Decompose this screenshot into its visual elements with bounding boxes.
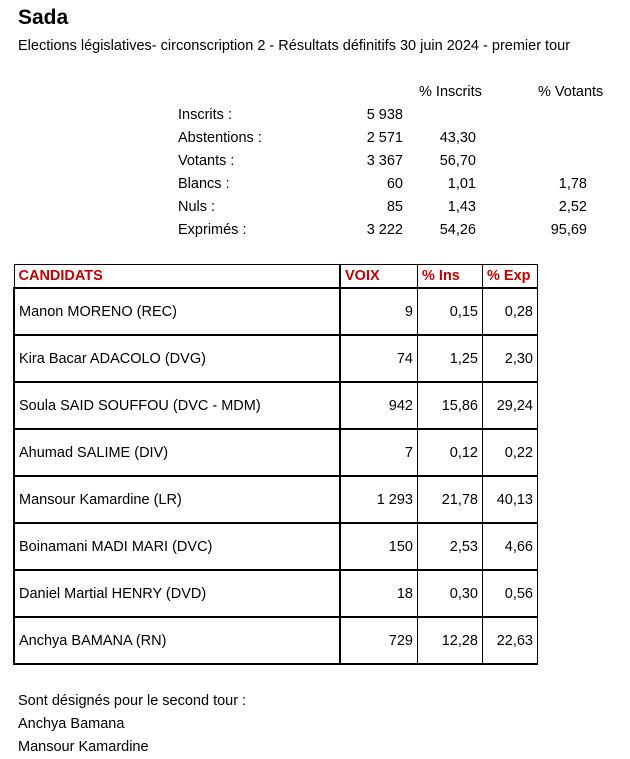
candidate-voix: 150: [340, 523, 418, 570]
stat-value: 60: [386, 176, 403, 192]
stat-value: 85: [386, 199, 403, 215]
candidate-pct-ins: 15,86: [418, 382, 483, 429]
candidate-voix: 942: [340, 382, 418, 429]
candidate-pct-exp: 4,66: [483, 523, 538, 570]
candidate-pct-exp: 2,30: [483, 335, 538, 382]
table-header-row: [14, 265, 538, 289]
candidate-pct-exp: 0,22: [483, 429, 538, 476]
header-pct-votants: % Votants: [538, 84, 604, 100]
candidate-pct-exp: 0,28: [483, 288, 538, 335]
stat-row-exprimes: [0, 222, 630, 245]
stat-pct-votants: 1,78: [558, 176, 587, 192]
stat-value: 3 367: [366, 153, 403, 169]
candidate-voix: 7: [340, 429, 418, 476]
candidate-pct-exp: 40,13: [483, 476, 538, 523]
second-round-name: Mansour Kamardine: [18, 739, 149, 755]
stat-value: 2 571: [366, 130, 403, 146]
candidate-pct-ins: 21,78: [418, 476, 483, 523]
candidate-pct-ins: 2,53: [418, 523, 483, 570]
candidates-table: [13, 264, 538, 665]
stat-pct-votants: 2,52: [558, 199, 587, 215]
table-row: [14, 335, 538, 382]
stat-row-inscrits: [0, 107, 630, 130]
page-subtitle: Elections législatives- circonscription 2 - Résultats définitifs 30 juin 2024 - premier tour: [18, 38, 571, 54]
table-row: [14, 476, 538, 523]
second-round-intro: Sont désignés pour le second tour :: [18, 693, 247, 709]
stat-label: Abstentions :: [178, 130, 262, 146]
stat-pct-votants: 95,69: [550, 222, 587, 238]
table-row: [14, 382, 538, 429]
candidate-pct-ins: 12,28: [418, 617, 483, 664]
stat-row-blancs: [0, 176, 630, 199]
candidate-pct-ins: 0,12: [418, 429, 483, 476]
candidate-name: Ahumad SALIME (DIV): [14, 429, 340, 476]
stat-value: 5 938: [366, 107, 403, 123]
stat-row-abstentions: [0, 130, 630, 153]
candidate-voix: 18: [340, 570, 418, 617]
header-candidats: CANDIDATS: [14, 265, 340, 289]
candidate-name: Anchya BAMANA (RN): [14, 617, 340, 664]
stat-label: Blancs :: [178, 176, 230, 192]
candidate-name: Soula SAID SOUFFOU (DVC - MDM): [14, 382, 340, 429]
stat-label: Exprimés :: [178, 222, 247, 238]
candidate-pct-exp: 29,24: [483, 382, 538, 429]
table-row: [14, 523, 538, 570]
stat-pct-inscrits: 1,01: [447, 176, 476, 192]
candidate-name: Daniel Martial HENRY (DVD): [14, 570, 340, 617]
stat-label: Inscrits :: [178, 107, 232, 123]
candidate-voix: 74: [340, 335, 418, 382]
header-voix: VOIX: [340, 265, 418, 289]
candidate-name: Manon MORENO (REC): [14, 288, 340, 335]
stat-pct-inscrits: 54,26: [439, 222, 476, 238]
candidate-pct-exp: 22,63: [483, 617, 538, 664]
candidate-pct-ins: 0,15: [418, 288, 483, 335]
candidate-name: Boinamani MADI MARI (DVC): [14, 523, 340, 570]
stat-label: Votants :: [178, 153, 235, 169]
candidate-voix: 729: [340, 617, 418, 664]
stat-pct-inscrits: 43,30: [439, 130, 476, 146]
header-pct-inscrits: % Inscrits: [419, 84, 482, 100]
stat-pct-inscrits: 1,43: [447, 199, 476, 215]
table-row: [14, 570, 538, 617]
stat-label: Nuls :: [178, 199, 216, 215]
second-round-section: [18, 690, 246, 759]
candidate-pct-ins: 0,30: [418, 570, 483, 617]
table-row: [14, 617, 538, 664]
candidate-pct-exp: 0,56: [483, 570, 538, 617]
table-row: [14, 288, 538, 335]
header-pct-ins: % Ins: [418, 265, 483, 289]
candidate-name: Mansour Kamardine (LR): [14, 476, 340, 523]
second-round-name: Anchya Bamana: [18, 716, 125, 732]
page-title: Sada: [18, 6, 69, 29]
stat-value: 3 222: [366, 222, 403, 238]
stat-row-nuls: [0, 199, 630, 222]
stat-pct-inscrits: 56,70: [439, 153, 476, 169]
table-row: [14, 429, 538, 476]
candidate-pct-ins: 1,25: [418, 335, 483, 382]
candidate-voix: 1 293: [340, 476, 418, 523]
candidate-name: Kira Bacar ADACOLO (DVG): [14, 335, 340, 382]
header-pct-exp: % Exp: [483, 265, 538, 289]
stat-row-votants: [0, 153, 630, 176]
candidate-voix: 9: [340, 288, 418, 335]
